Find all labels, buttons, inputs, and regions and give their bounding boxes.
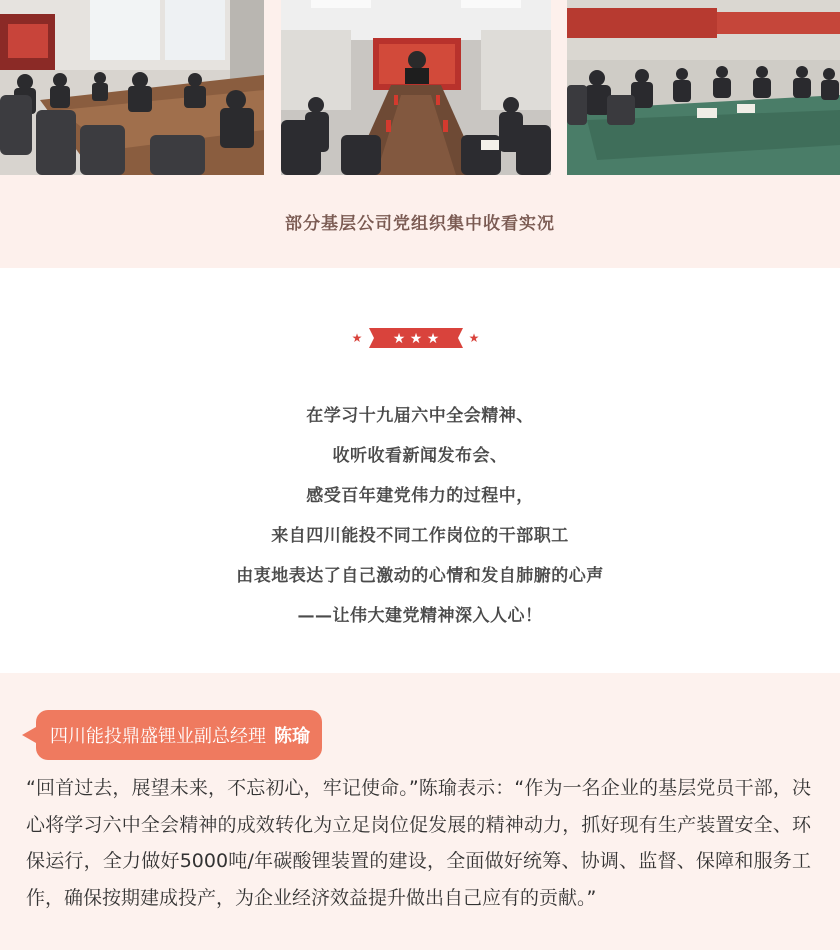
intro-line: 来自四川能投不同工作岗位的干部职工 [271,526,569,546]
ribbon-stars: ★ ★ ★ [392,331,440,347]
speaker-label [36,710,322,760]
speaker-name: 陈瑜 [274,726,310,747]
intro-text [0,396,840,636]
photo-caption: 部分基层公司党组织集中收看实况 [285,214,555,234]
intro-line: 感受百年建党伟力的过程中， [306,486,534,506]
caption-band [0,175,840,268]
right-star-icon: ★ [468,331,480,345]
speaker-title: 四川能投鼎盛锂业副总经理 [50,726,266,747]
speaker-tag [22,710,322,760]
photo-strip [0,0,840,175]
quote-section [0,673,840,950]
intro-line: 由衷地表达了自己激动的心情和发自肺腑的心声 [236,566,604,586]
intro-line: 在学习十九届六中全会精神、 [306,406,534,426]
meeting-photo-2 [281,0,551,175]
star-ornament [0,326,840,350]
meeting-photo-1 [0,0,264,175]
meeting-photo-3 [567,0,840,175]
quote-paragraph: “回首过去，展望未来，不忘初心，牢记使命。”陈瑜表示：“作为一名企业的基层党员干部，决心将学习六中全会精神的成效转化为立足岗位促发展的精神动力，抓好现有生产装置安全、环保运行，全力做好5000吨/年碳酸锂装置的建设，全面做好统筹、协调、监督、保障和服务工作，确保按期建成投产，为企业经济效益提升做出自己应有的贡献。” [26,777,811,909]
intro-section [0,268,840,673]
tag-arrow-icon [22,727,36,743]
intro-line: ——让伟大建党精神深入人心！ [297,606,543,626]
intro-line: 收听收看新闻发布会、 [332,446,508,466]
left-star-icon: ★ [351,331,363,345]
